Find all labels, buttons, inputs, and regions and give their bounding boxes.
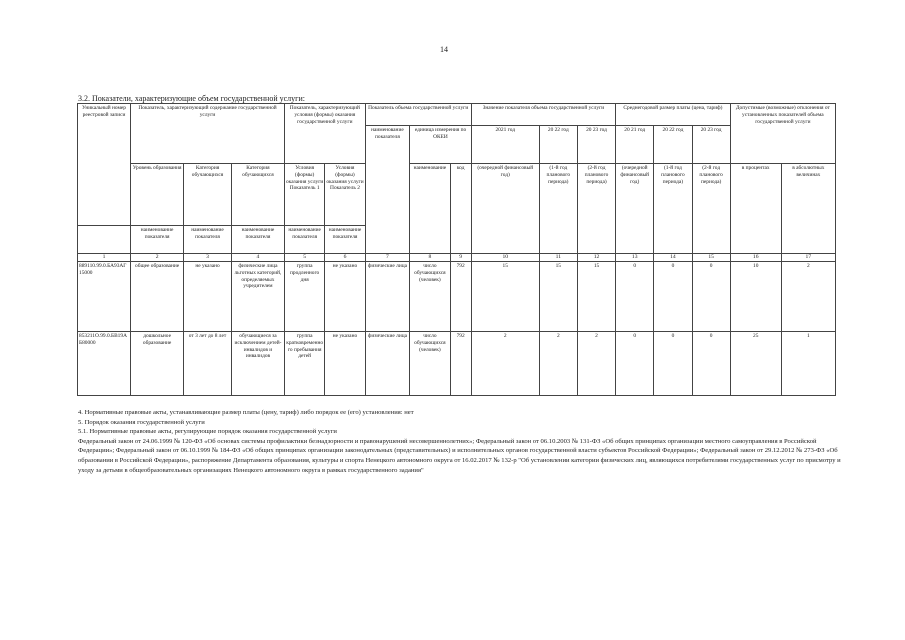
header-indicator-name-5: наименование показателя: [325, 226, 365, 254]
column-number: 9: [450, 254, 471, 262]
header-conditions: Показатель, характеризующий условия (формы) оказания государственной услуги: [284, 104, 365, 164]
column-number: 14: [654, 254, 692, 262]
cell-value-2022: 15: [539, 262, 577, 332]
cell-condition-2: не указано: [325, 332, 365, 396]
cell-value-2022: 2: [539, 332, 577, 396]
header-second-plan-year: (2-й год планового периода): [577, 164, 615, 254]
cell-category: от 3 лет до 8 лет: [184, 332, 232, 396]
header-fee-2022: 20 22 год: [654, 126, 692, 164]
header-year-2022: 20 22 год: [539, 126, 577, 164]
note-5-1: 5.1. Нормативные правовые акты, регулирующие порядок оказания государственной услуги: [78, 428, 337, 436]
header-indicator-name-2: наименование показателя: [184, 226, 232, 254]
column-number: 2: [131, 254, 184, 262]
cell-unit-code: 792: [450, 262, 471, 332]
cell-category-2: физические лица льготных категорий, определяемых учредителем: [231, 262, 284, 332]
column-number: 12: [577, 254, 615, 262]
cell-fee-2021: 0: [616, 332, 654, 396]
cell-value-2021: 2: [471, 332, 539, 396]
column-number: 17: [781, 254, 835, 262]
header-absolute: в абсолютных величинах: [781, 164, 835, 254]
cell-deviation-percent: 10: [730, 262, 781, 332]
registry-number: 889110.99.0.БА93АГ15000: [78, 262, 131, 332]
cell-category: не указано: [184, 262, 232, 332]
column-number: 8: [410, 254, 450, 262]
volume-indicators-table: [77, 103, 836, 396]
header-condition-2: Условия (формы) оказания услуги Показатель 2: [325, 164, 365, 226]
header-year-2021: 2021 год: [471, 126, 539, 164]
header-level: Уровень образования: [131, 164, 184, 226]
note-4: 4. Нормативные правовые акты, устанавливающие размер платы (цену, тариф) либо порядок ее (его) установления: нет: [78, 409, 414, 416]
header-content: Показатель, характеризующий содержание государственной услуги: [131, 104, 285, 164]
cell-condition-2: не указано: [325, 262, 365, 332]
cell-value-2023: 2: [577, 332, 615, 396]
cell-fee-2023: 0: [692, 332, 730, 396]
table-row: [78, 262, 836, 332]
header-year-2023: 20 23 год: [577, 126, 615, 164]
cell-fee-2022: 0: [654, 262, 692, 332]
header-unit-name: наименование: [410, 164, 450, 254]
header-deviation-group: Допустимые (возможные) отклонения от установленных показателей объема государственной услуги: [730, 104, 835, 164]
law-text: Федеральный закон от 24.06.1999 № 120-ФЗ «Об основах системы профилактики безнадзорности и правонарушений несовершеннолетних»; Федеральный закон от 06.10.2003 № 131-ФЗ «Об общих принципах организации местного самоуправления в Российской Федерации»; Федеральный закон от 06.10.1999 № 184-ФЗ «Об общих принципах организации законодательных (представительных) и исполнительных органов государственной власти субъектов Российской Федерации»; Федеральный закон от 29.12.2012 № 273-ФЗ «Об образовании в Российской Федерации», распоряжение Департамента образования, культуры и спорта Ненецкого автономного округа от 16.02.2017 № 132-р "Об установлении категории физических лиц, являющихся потребителями государственных услуг по присмотру и уходу за детьми в общеобразовательных организациях Ненецкого автономного округа в рамках государственного задания": [78, 437, 841, 474]
cell-unit-name: число обучающихся (человек): [410, 262, 450, 332]
cell-condition-1: группа кратковременного пребывания детей: [284, 332, 324, 396]
header-value-group: Значение показателя объема государственной услуги: [471, 104, 615, 126]
header-indicator-name: наименование показателя: [365, 126, 410, 254]
cell-fee-2021: 0: [616, 262, 654, 332]
section-title: 3.2. Показатели, характеризующие объем государственной услуги:: [78, 94, 305, 103]
cell-value-2023: 15: [577, 262, 615, 332]
page-number: 14: [440, 45, 448, 54]
header-next-financial-year: (очередной финансовый год): [471, 164, 539, 254]
column-number: 16: [730, 254, 781, 262]
cell-condition-1: группа продленного дня: [284, 262, 324, 332]
cell-fee-2023: 0: [692, 262, 730, 332]
column-number: 4: [231, 254, 284, 262]
column-number: 1: [78, 254, 131, 262]
cell-level: общее образование: [131, 262, 184, 332]
header-fee-2023: 20 23 год: [692, 126, 730, 164]
cell-level: дошкольное образование: [131, 332, 184, 396]
cell-indicator-name: физические лица: [365, 262, 410, 332]
header-unit-code: код: [450, 164, 471, 254]
column-number: 11: [539, 254, 577, 262]
cell-deviation-absolute: 2: [781, 262, 835, 332]
header-indicator-name-3: наименование показателя: [231, 226, 284, 254]
header-category-2: Категория обучающихся: [231, 164, 284, 226]
column-number: 13: [616, 254, 654, 262]
header-percent: в процентах: [730, 164, 781, 254]
header-condition-1: Условия (формы) оказания услуги Показатель 1: [284, 164, 324, 226]
header-fee-next-year: (очередной финансовый год): [616, 164, 654, 254]
header-category: Категория обучающихся: [184, 164, 232, 226]
header-registry: Уникальный номер реестровой записи: [78, 104, 131, 226]
column-number: 5: [284, 254, 324, 262]
header-fee-group: Среднегодовой размер платы (цена, тариф): [616, 104, 731, 126]
cell-deviation-percent: 25: [730, 332, 781, 396]
column-number: 7: [365, 254, 410, 262]
registry-number: 853211О.99.0.БВ19АБ80000: [78, 332, 131, 396]
column-number: 6: [325, 254, 365, 262]
cell-indicator-name: физические лица: [365, 332, 410, 396]
cell-category-2: обучающиеся за исключением детей-инвалидов и инвалидов: [231, 332, 284, 396]
cell-fee-2022: 0: [654, 332, 692, 396]
column-number: 15: [692, 254, 730, 262]
header-first-plan-year: (1-й год планового периода): [539, 164, 577, 254]
header-unit: единица измерения по ОКЕИ: [410, 126, 472, 164]
cell-deviation-absolute: 1: [781, 332, 835, 396]
header-indicator-name-1: наименование показателя: [131, 226, 184, 254]
cell-unit-name: число обучающихся (человек): [410, 332, 450, 396]
header-fee-2021: 20 21 год: [616, 126, 654, 164]
header-volume-indicator: Показатель объема государственной услуги: [365, 104, 471, 126]
column-number: 10: [471, 254, 539, 262]
note-5: 5. Порядок оказания государственной услуги: [78, 418, 205, 426]
header-fee-first-plan-year: (1-й год планового периода): [654, 164, 692, 254]
column-number: 3: [184, 254, 232, 262]
cell-value-2021: 15: [471, 262, 539, 332]
header-fee-second-plan-year: (2-й год планового периода): [692, 164, 730, 254]
header-indicator-name-4: наименование показателя: [284, 226, 324, 254]
table-row: [78, 332, 836, 396]
cell-unit-code: 792: [450, 332, 471, 396]
notes-section: [78, 408, 848, 475]
